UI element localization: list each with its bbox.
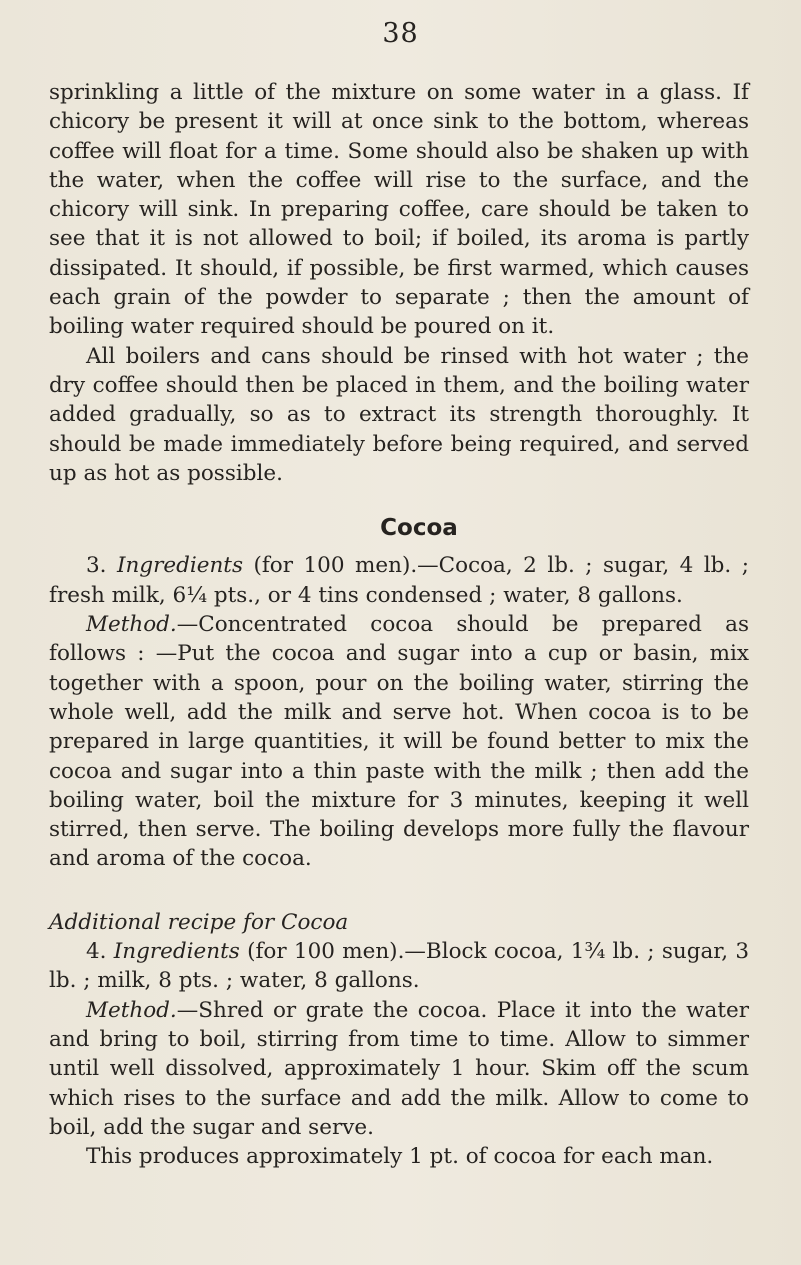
recipe-4-ingredients-label: Ingredients bbox=[113, 939, 240, 965]
recipe-4-method-text: —Shred or grate the cocoa. Place it into the water and bring to boil, stirring from time to time. Allow to simmer until well dissolved, approximately 1 hour. Skim off the scum which rises to the surface and add the milk. Allow to come to boil, add the sugar and serve. bbox=[49, 997, 749, 1140]
cocoa-recipe-4-method bbox=[49, 996, 749, 1142]
recipe-3-ingredients-text: (for 100 men).—Cocoa, 2 lb. ; sugar, 4 lb. ; fresh milk, 6¼ pts., or 4 tins condensed ; water, 8 gallons. bbox=[49, 553, 749, 608]
coffee-paragraph-2: All boilers and cans should be rinsed with hot water ; the dry coffee should then be placed in them, and the boiling water added gradually, so as to extract its strength thoroughly. It should be made immediately before being required, and served up as hot as possible. bbox=[49, 343, 749, 486]
cocoa-recipe-4-ingredients bbox=[49, 937, 749, 996]
cocoa-recipe-3-method bbox=[49, 610, 749, 874]
cocoa-heading: Cocoa bbox=[380, 515, 458, 542]
coffee-paragraph-1: sprinkling a little of the mixture on some water in a glass. If chicory be present it will at once sink to the bottom, whereas coffee will float for a time. Some should also be shaken up with the water, when the coffee will rise to the surface, and the chicory will sink. In preparing coffee, care should be taken to see that it is not allowed to boil; if boiled, its aroma is partly dissipated. It should, if possible, be first warmed, which causes each grain of the powder to separate ; then the amount of boiling water required should be poured on it. bbox=[49, 80, 749, 340]
cocoa-recipe-4-note: This produces approximately 1 pt. of cocoa for each man. bbox=[86, 1144, 714, 1170]
recipe-4-ingredients-text: (for 100 men).—Block cocoa, 1¾ lb. ; sugar, 3 lb. ; milk, 8 pts. ; water, 8 gallons. bbox=[49, 939, 749, 994]
page-body bbox=[49, 78, 749, 1171]
recipe-4-method-label: Method. bbox=[86, 997, 177, 1023]
recipe-3-ingredients-label: Ingredients bbox=[116, 553, 243, 579]
recipe-3-method-text: —Concentrated cocoa should be prepared as follows : —Put the cocoa and sugar into a cup or basin, mix together with a spoon, pour on the boiling water, stirring the whole well, add the milk and serve hot. When cocoa is to be prepared in large quantities, it will be found better to mix the cocoa and sugar into a thin paste with the milk ; then add the boiling water, boil the mixture for 3 minutes, keeping it well stirred, then serve. The boiling develops more fully the flavour and aroma of the cocoa. bbox=[49, 612, 749, 872]
recipe-3-method-label: Method. bbox=[86, 612, 177, 638]
recipe-3-number: 3. bbox=[86, 553, 107, 579]
recipe-4-number: 4. bbox=[86, 939, 107, 965]
cocoa-recipe-3-ingredients bbox=[49, 551, 749, 610]
page-number: 38 bbox=[382, 18, 419, 49]
additional-recipe-heading: Additional recipe for Cocoa bbox=[49, 909, 349, 935]
